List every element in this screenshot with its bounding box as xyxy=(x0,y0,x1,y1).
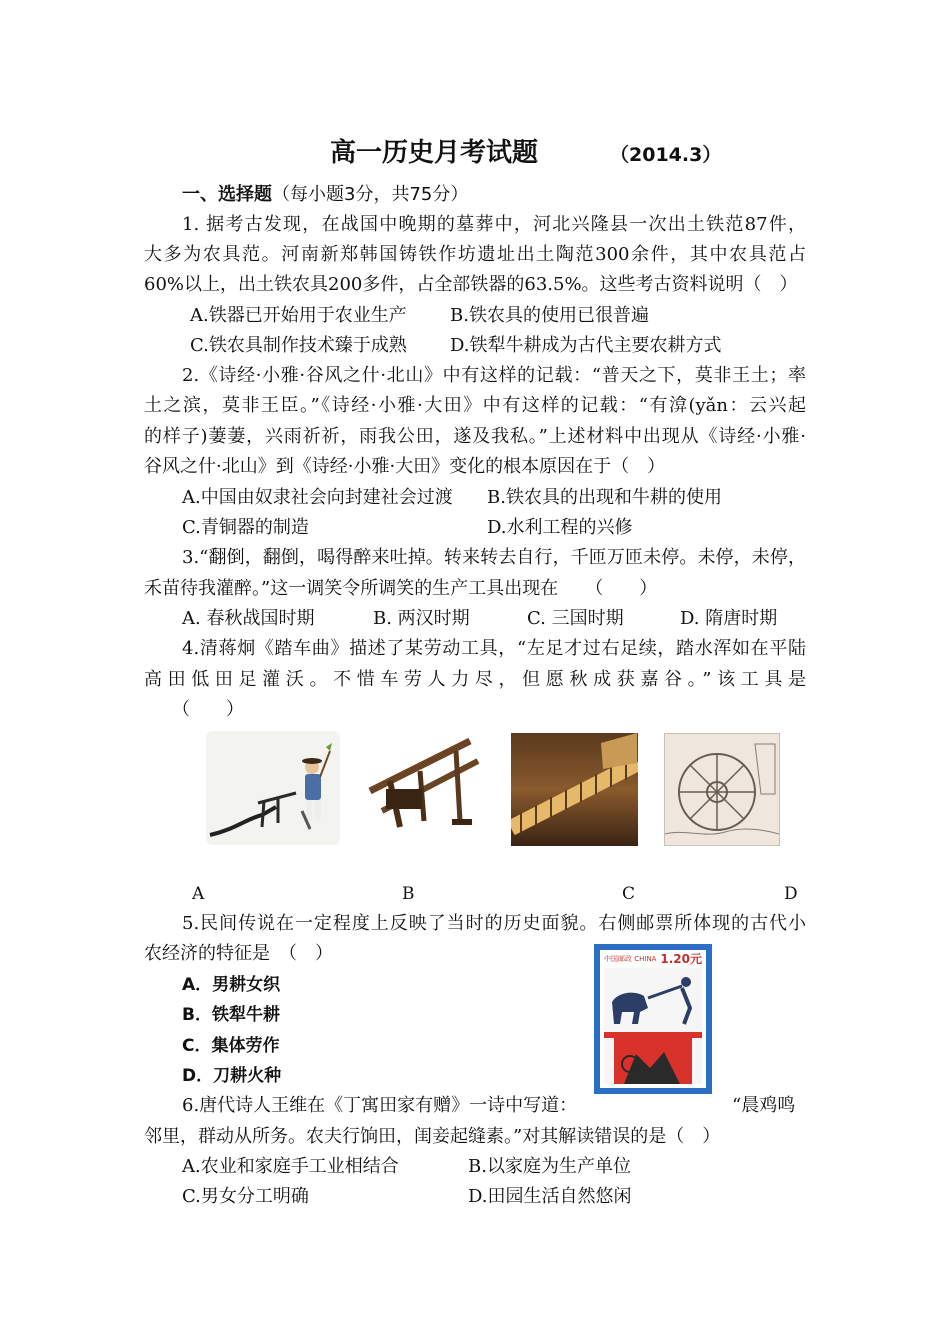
section-title: 一、选择题 xyxy=(182,184,272,205)
q6-line-1-end: “晨鸡鸣 xyxy=(732,1095,796,1116)
q1-line-1: 1. 据考古发现，在战国中晚期的墓葬中，河北兴隆县一次出土铁范87件， xyxy=(182,214,806,235)
q1-option-c: C.铁农具制作技术臻于成熟 xyxy=(190,335,407,356)
treadle-wheel-picture xyxy=(360,731,494,845)
q4-line-3: （ ） xyxy=(172,699,244,720)
q1-line-2: 大多为农具范。河南新郑韩国铸铁作坊遗址出土陶范300余件，其中农具范占 xyxy=(144,244,806,265)
q3-line-2: 禾苗待我灌醉。”这一调笑令所调笑的生产工具出现在 （ ） xyxy=(144,578,658,599)
q2-line-1: 2.《诗经·小雅·谷风之什·北山》中有这样的记载：“普天之下，莫非王土；率 xyxy=(182,365,806,386)
q2-option-d: D.水利工程的兴修 xyxy=(487,517,633,538)
stamp-header: 中国邮政 CHINA xyxy=(604,955,657,963)
q6-option-c: C.男女分工明确 xyxy=(182,1186,309,1207)
q4-caption-c: C xyxy=(622,884,636,904)
q2-line-3: 的样子)萋萋，兴雨祈祈，雨我公田，遂及我私。”上述材料中出现从《诗经·小雅· xyxy=(144,426,806,447)
q6-option-a: A.农业和家庭手工业相结合 xyxy=(182,1156,399,1177)
dragon-bone-waterwheel-picture xyxy=(511,733,638,846)
q4-line-1: 4.清蒋炯《踏车曲》描述了某劳动工具，“左足才过右足续，踏水浑如在平陆 xyxy=(182,638,806,659)
q2-line-2: 土之滨，莫非王臣。”《诗经·小雅·大田》中有这样的记载：“有渰(yǎn：云兴起 xyxy=(144,395,806,416)
q5-line-2: 农经济的特征是 （ ） xyxy=(144,943,333,964)
q2-option-b: B.铁农具的出现和牛耕的使用 xyxy=(487,487,722,508)
plough-farmer-picture xyxy=(206,731,340,845)
q5-option-a: A．男耕女织 xyxy=(182,975,281,995)
q3-option-a: A. 春秋战国时期 xyxy=(182,608,315,629)
q4-caption-a: A xyxy=(192,884,205,904)
q3-line-1: 3.“翻倒，翻倒，喝得醉来吐掉。转来转去自行，千匝万匝未停。未停，未停， xyxy=(182,547,806,568)
q4-caption-d: D xyxy=(784,884,798,904)
q1-option-a: A.铁器已开始用于农业生产 xyxy=(190,305,407,326)
q6-line-1-start: 6.唐代诗人王维在《丁寓田家有赠》一诗中写道： xyxy=(182,1095,578,1116)
q6-option-d: D.田园生活自然悠闲 xyxy=(468,1186,632,1207)
water-wheel-drawing-picture xyxy=(664,733,780,846)
q1-line-3: 60%以上，出土铁农具200多件，占全部铁器的63.5%。这些考古资料说明（ ） xyxy=(144,274,798,295)
postage-stamp xyxy=(594,944,712,1094)
q6-line-2: 邻里，群动从所务。农夫行饷田，闺妾起缝素。”对其解读错误的是（ ） xyxy=(144,1126,721,1147)
section-note: （每小题3分，共75分） xyxy=(272,184,469,205)
q3-option-c: C. 三国时期 xyxy=(527,608,624,629)
q2-line-4: 谷风之什·北山》到《诗经·小雅·大田》变化的根本原因在于（ ） xyxy=(144,456,666,477)
section-heading xyxy=(182,183,468,207)
q5-option-b: B．铁犁牛耕 xyxy=(182,1005,280,1025)
q1-option-d: D.铁犁牛耕成为古代主要农耕方式 xyxy=(450,335,722,356)
page-title xyxy=(330,132,721,169)
q2-option-c: C.青铜器的制造 xyxy=(182,517,309,538)
q5-line-1: 5.民间传说在一定程度上反映了当时的历史面貌。右侧邮票所体现的古代小 xyxy=(182,913,806,934)
q2-option-a: A.中国由奴隶社会向封建社会过渡 xyxy=(182,487,453,508)
q3-option-b: B. 两汉时期 xyxy=(373,608,470,629)
q5-option-d: D．刀耕火种 xyxy=(182,1066,282,1086)
q4-line-2: 高田低田足灌沃。不惜车劳人力尽，但愿秋成获嘉谷。”该工具是 xyxy=(144,669,806,690)
q5-option-c: C．集体劳作 xyxy=(182,1036,280,1056)
exam-date: （2014.3） xyxy=(610,144,722,166)
q3-option-d: D. 隋唐时期 xyxy=(680,608,778,629)
q4-caption-b: B xyxy=(402,884,415,904)
q1-option-b: B.铁农具的使用已很普遍 xyxy=(450,305,649,326)
stamp-value: 1.20元 xyxy=(660,952,702,966)
title-text: 高一历史月考试题 xyxy=(330,138,539,168)
q6-option-b: B.以家庭为生产单位 xyxy=(468,1156,631,1177)
